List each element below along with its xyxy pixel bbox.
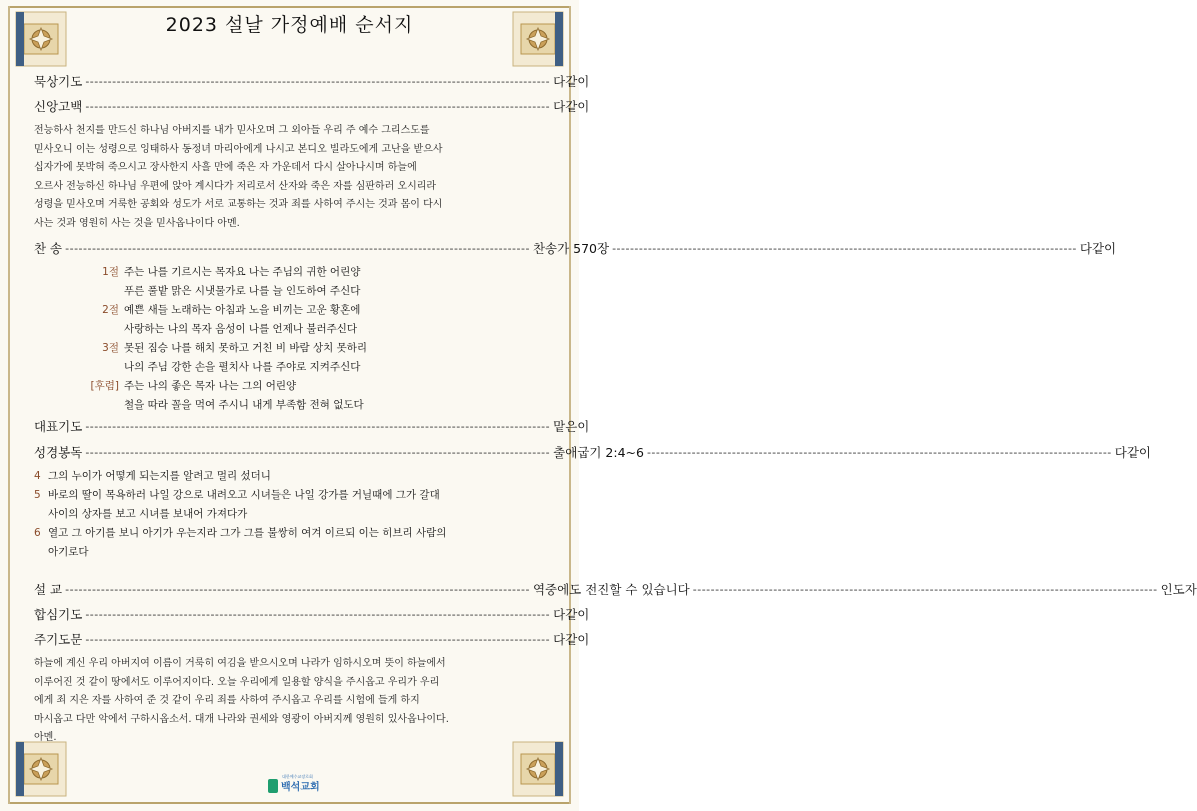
verse-number: 1절 xyxy=(102,266,119,278)
dash-leader: -------------------------------------------------------------------------------------------------------- xyxy=(85,445,551,459)
church-name: 백석교회 xyxy=(281,782,320,793)
ornament-icon xyxy=(511,740,565,798)
hymn-line xyxy=(75,301,455,320)
left-border xyxy=(8,6,10,804)
order-leader: 다같이 xyxy=(553,99,590,114)
order-row-united-prayer xyxy=(34,605,590,623)
order-leader: 다같이 xyxy=(1079,241,1117,256)
verse-line xyxy=(34,467,546,486)
dash-leader: -------------------------------------------------------------------------------------------------------- xyxy=(85,632,551,646)
prayer-line: 에게 죄 지은 자를 사하여 준 것 같이 우리 죄를 사하여 주시옵고 우리를 시험에 들게 하지 xyxy=(34,695,420,707)
verse-text: 바로의 딸이 목욕하러 나일 강으로 내려오고 시녀들은 나일 강가를 거닐때에 그가 갈대 xyxy=(48,489,440,501)
order-leader: 맡은이 xyxy=(553,419,590,434)
verse-text: 그의 누이가 어떻게 되는지를 알려고 멀리 섰더니 xyxy=(48,470,271,482)
verse-number xyxy=(75,396,124,415)
verse-line xyxy=(34,543,546,562)
hymn-line xyxy=(75,377,455,396)
hymn-lyrics xyxy=(75,263,455,415)
hymn-line xyxy=(75,396,455,415)
order-label: 설 교 xyxy=(34,582,63,597)
verse-number: 4 xyxy=(34,470,41,482)
order-label: 묵상기도 xyxy=(34,74,83,89)
prayer-line: 아멘. xyxy=(34,732,57,744)
creed-line: 믿사오니 이는 성령으로 잉태하사 동정녀 마리아에게 나시고 본디오 빌라도에게 고난을 받으사 xyxy=(34,143,443,155)
order-label: 찬 송 xyxy=(34,241,63,256)
hymn-line xyxy=(75,358,455,377)
creed-line: 성령을 믿사오며 거룩한 공회와 성도가 서로 교통하는 것과 죄를 사하여 주시는 것과 몸이 다시 xyxy=(34,199,443,211)
hymn-line xyxy=(75,263,455,282)
prayer-line: 하늘에 계신 우리 아버지여 이름이 거룩히 여김을 받으시오며 나라가 임하시오며 뜻이 하늘에서 xyxy=(34,658,446,669)
lyric-text: 나의 주님 강한 손을 펼치사 나를 주야로 지켜주신다 xyxy=(124,361,361,373)
order-row-lords-prayer xyxy=(34,630,590,648)
lyric-text: 철을 따라 꼴을 먹여 주시니 내게 부족함 전혀 없도다 xyxy=(124,399,364,411)
verse-number: 5 xyxy=(34,489,41,501)
lyric-text: 예쁜 새들 노래하는 아침과 노을 비끼는 고운 황혼에 xyxy=(124,304,361,316)
prayer-line: 이루어진 것 같이 땅에서도 이루어지이다. 오늘 우리에게 일용할 양식을 주시옵고 우리가 우리 xyxy=(34,676,440,688)
bottom-border xyxy=(8,802,571,804)
hymn-line xyxy=(75,282,455,301)
scripture-text xyxy=(34,467,546,562)
order-row-silent-prayer xyxy=(34,72,590,90)
dash-leader: -------------------------------------------------------------------------------------------------------- xyxy=(65,582,530,596)
church-logo-icon xyxy=(268,779,278,793)
denomination-label: 대한예수교장로회 xyxy=(282,774,313,779)
lyric-text: 푸른 풀밭 맑은 시냇물가로 나를 늘 인도하여 주신다 xyxy=(124,285,361,297)
verse-text: 아기로다 xyxy=(48,546,89,558)
verse-number xyxy=(34,505,48,524)
lyric-text: 사랑하는 나의 목자 음성이 나를 언제나 불러주신다 xyxy=(124,323,358,335)
verse-number xyxy=(75,282,124,301)
order-leader: 다같이 xyxy=(1114,445,1151,460)
hymn-number: 찬송가 570장 xyxy=(532,241,610,256)
lyric-text: 주는 나의 좋은 목자 나는 그의 어린양 xyxy=(124,380,297,392)
hymn-line xyxy=(75,339,455,358)
top-border xyxy=(8,6,571,8)
dash-leader: -------------------------------------------------------------------------------------------------------- xyxy=(65,241,530,255)
lyric-text: 못된 짐승 나를 해치 못하고 거친 비 바람 상치 못하리 xyxy=(124,342,368,354)
scripture-reference: 출애굽기 2:4~6 xyxy=(553,445,644,460)
order-row-sermon xyxy=(34,580,1197,598)
verse-number xyxy=(75,358,124,377)
creed-line: 오르사 전능하신 하나님 우편에 앉아 계시다가 저리로서 산자와 죽은 자를 심판하러 오시리라 xyxy=(34,180,437,192)
order-label: 대표기도 xyxy=(34,419,83,434)
order-leader: 다같이 xyxy=(553,607,590,622)
lyric-text: 주는 나를 기르시는 목자요 나는 주님의 귀한 어린양 xyxy=(124,266,361,278)
order-leader: 다같이 xyxy=(553,632,590,647)
order-leader: 다같이 xyxy=(553,74,590,89)
ornament-icon xyxy=(14,740,68,798)
order-row-representative-prayer xyxy=(34,417,590,435)
lords-prayer-text xyxy=(34,655,546,748)
verse-number: 3절 xyxy=(102,342,119,354)
verse-number xyxy=(75,320,124,339)
dash-leader: -------------------------------------------------------------------------------------------------------- xyxy=(646,445,1112,459)
order-label: 합심기도 xyxy=(34,607,83,622)
order-row-scripture xyxy=(34,443,1151,461)
dash-leader: -------------------------------------------------------------------------------------------------------- xyxy=(612,241,1077,255)
order-label: 주기도문 xyxy=(34,632,83,647)
dash-leader: -------------------------------------------------------------------------------------------------------- xyxy=(85,607,551,621)
verse-line xyxy=(34,505,546,524)
order-row-hymn xyxy=(34,239,1117,257)
verse-number: 6 xyxy=(34,527,41,539)
verse-number xyxy=(34,543,48,562)
verse-line xyxy=(34,524,546,543)
church-logo xyxy=(268,774,320,793)
page-title: 2023 설날 가정예배 순서지 xyxy=(165,14,414,36)
verse-line xyxy=(34,486,546,505)
hymn-line xyxy=(75,320,455,339)
order-label: 신앙고백 xyxy=(34,99,83,114)
sermon-title: 역중에도 전진할 수 있습니다 xyxy=(532,582,690,597)
verse-text: 사이의 상자를 보고 시녀를 보내어 가져다가 xyxy=(48,508,248,520)
creed-text xyxy=(34,122,546,234)
verse-text: 열고 그 아기를 보니 아기가 우는지라 그가 그를 불쌍히 여겨 이르되 이는 히브리 사람의 xyxy=(48,527,447,539)
dash-leader: -------------------------------------------------------------------------------------------------------- xyxy=(85,74,551,88)
dash-leader: -------------------------------------------------------------------------------------------------------- xyxy=(692,582,1158,596)
creed-line: 십자가에 못박혀 죽으시고 장사한지 사흘 만에 죽은 자 가운데서 다시 살아나시며 하늘에 xyxy=(34,162,417,174)
order-row-creed xyxy=(34,97,590,115)
dash-leader: -------------------------------------------------------------------------------------------------------- xyxy=(85,99,551,113)
right-border xyxy=(569,6,571,804)
verse-number: [후렴] xyxy=(90,380,119,392)
verse-number: 2절 xyxy=(102,304,119,316)
creed-line: 사는 것과 영원히 사는 것을 믿사옵나이다 아멘. xyxy=(34,217,240,229)
order-leader: 인도자 xyxy=(1160,582,1197,597)
dash-leader: -------------------------------------------------------------------------------------------------------- xyxy=(85,419,551,433)
creed-line: 전능하사 천지를 만드신 하나님 아버지를 내가 믿사오며 그 외아들 우리 주 예수 그리스도를 xyxy=(34,125,430,136)
prayer-line: 마시옵고 다만 악에서 구하시옵소서. 대개 나라와 권세와 영광이 아버지께 영원히 있사옵나이다. xyxy=(34,713,449,725)
order-label: 성경봉독 xyxy=(34,445,83,460)
